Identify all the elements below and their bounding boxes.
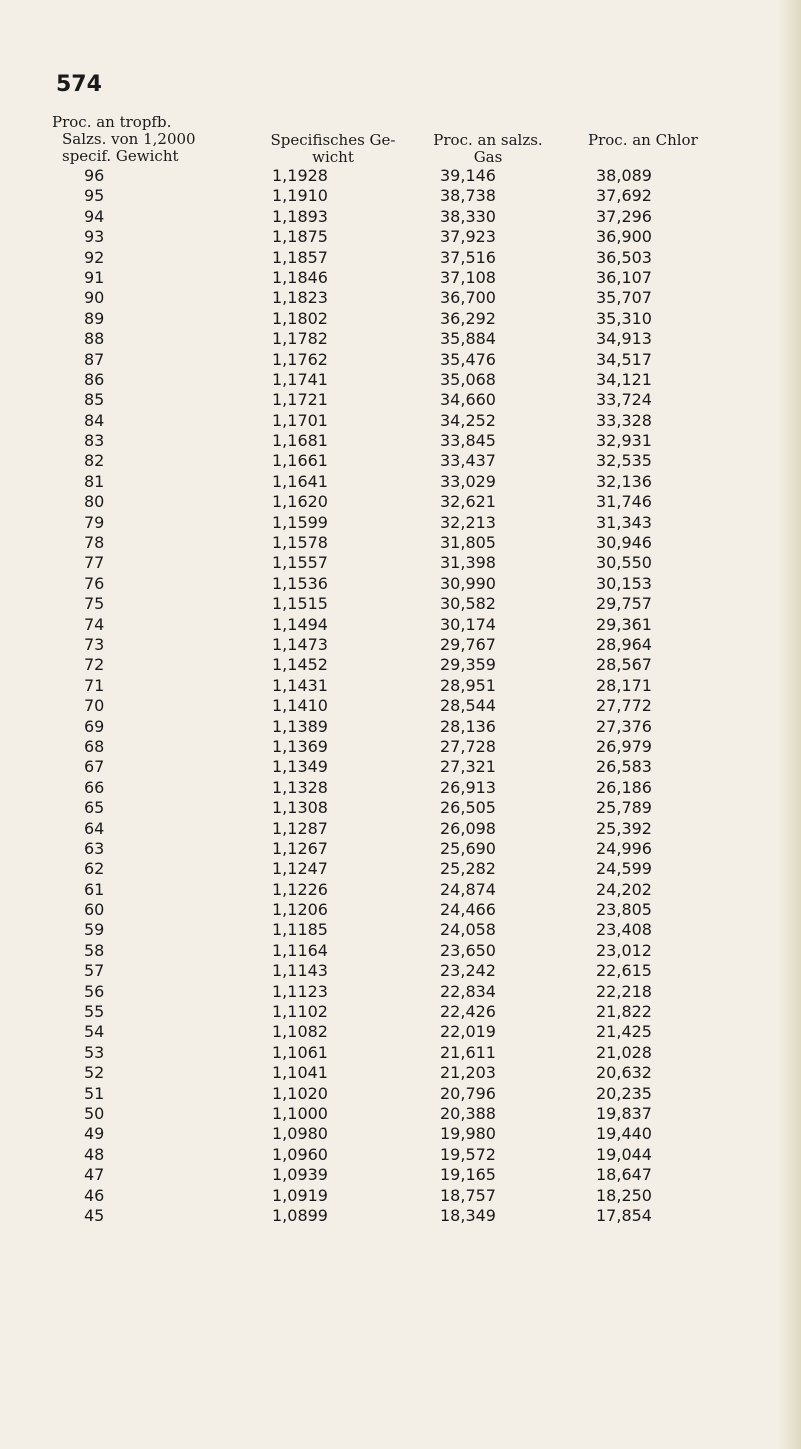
table-row [0, 370, 801, 390]
cell-percent-gas: 31,398 [440, 553, 496, 573]
cell-percent-chlorine: 21,425 [596, 1022, 652, 1042]
cell-percent-acid: 45 [84, 1205, 105, 1225]
cell-percent-gas: 22,019 [440, 1022, 496, 1042]
table-row [0, 1186, 801, 1206]
header-col2-line1: Specifisches Ge- [270, 131, 396, 149]
header-col2-line2: wicht [312, 148, 354, 166]
cell-percent-gas: 18,757 [440, 1185, 496, 1205]
table-row [0, 839, 801, 859]
cell-percent-acid: 71 [84, 675, 105, 695]
table-row [0, 411, 801, 431]
cell-percent-chlorine: 36,503 [596, 247, 652, 267]
cell-percent-gas: 37,923 [440, 227, 496, 247]
cell-specific-weight: 1,1782 [272, 329, 328, 349]
cell-percent-gas: 21,611 [440, 1042, 496, 1062]
cell-percent-chlorine: 29,757 [596, 594, 652, 614]
table-row [0, 451, 801, 471]
cell-percent-chlorine: 24,599 [596, 859, 652, 879]
cell-percent-gas: 25,282 [440, 859, 496, 879]
cell-specific-weight: 1,1599 [272, 512, 328, 532]
cell-specific-weight: 1,1721 [272, 390, 328, 410]
cell-percent-gas: 19,572 [440, 1144, 496, 1164]
cell-percent-chlorine: 32,136 [596, 471, 652, 491]
cell-percent-chlorine: 22,615 [596, 961, 652, 981]
cell-percent-chlorine: 17,854 [596, 1205, 652, 1225]
cell-percent-gas: 25,690 [440, 838, 496, 858]
cell-percent-acid: 47 [84, 1165, 105, 1185]
cell-specific-weight: 1,1823 [272, 288, 328, 308]
cell-percent-acid: 61 [84, 879, 105, 899]
cell-percent-gas: 26,098 [440, 818, 496, 838]
cell-percent-gas: 29,359 [440, 655, 496, 675]
table-row [0, 574, 801, 594]
cell-percent-chlorine: 37,692 [596, 186, 652, 206]
cell-percent-gas: 28,951 [440, 675, 496, 695]
cell-percent-gas: 32,621 [440, 492, 496, 512]
cell-percent-chlorine: 24,202 [596, 879, 652, 899]
cell-percent-acid: 90 [84, 288, 105, 308]
cell-percent-chlorine: 21,822 [596, 1002, 652, 1022]
cell-percent-acid: 88 [84, 329, 105, 349]
table-row [0, 1206, 801, 1226]
cell-specific-weight: 1,1143 [272, 961, 328, 981]
table-row [0, 1043, 801, 1063]
cell-percent-gas: 19,980 [440, 1124, 496, 1144]
header-col3-line1: Proc. an salzs. [433, 131, 543, 149]
table-row [0, 798, 801, 818]
header-col-specific-weight [258, 132, 408, 166]
cell-percent-chlorine: 19,440 [596, 1124, 652, 1144]
table-row [0, 900, 801, 920]
page-number: 574 [56, 72, 102, 97]
header-col-percent-acid [52, 114, 196, 165]
cell-percent-chlorine: 28,171 [596, 675, 652, 695]
cell-specific-weight: 1,1857 [272, 247, 328, 267]
cell-percent-chlorine: 18,250 [596, 1185, 652, 1205]
cell-percent-acid: 54 [84, 1022, 105, 1042]
cell-percent-acid: 51 [84, 1083, 105, 1103]
cell-specific-weight: 1,0939 [272, 1165, 328, 1185]
cell-specific-weight: 1,1641 [272, 471, 328, 491]
cell-percent-gas: 26,505 [440, 798, 496, 818]
cell-percent-acid: 57 [84, 961, 105, 981]
cell-percent-chlorine: 38,089 [596, 166, 652, 185]
cell-specific-weight: 1,1389 [272, 716, 328, 736]
cell-specific-weight: 1,1041 [272, 1063, 328, 1083]
header-col4-line1: Proc. an Chlor [588, 131, 698, 149]
table-row [0, 859, 801, 879]
table-row [0, 920, 801, 940]
cell-percent-acid: 72 [84, 655, 105, 675]
table-row [0, 288, 801, 308]
table-row [0, 1104, 801, 1124]
cell-specific-weight: 1,1893 [272, 206, 328, 226]
cell-specific-weight: 1,1123 [272, 981, 328, 1001]
cell-specific-weight: 1,1494 [272, 614, 328, 634]
table-row [0, 635, 801, 655]
table-row [0, 492, 801, 512]
cell-percent-gas: 38,330 [440, 206, 496, 226]
cell-percent-chlorine: 32,931 [596, 431, 652, 451]
cell-percent-acid: 89 [84, 308, 105, 328]
cell-percent-chlorine: 23,012 [596, 940, 652, 960]
cell-percent-gas: 30,174 [440, 614, 496, 634]
cell-percent-gas: 26,913 [440, 777, 496, 797]
cell-specific-weight: 1,1164 [272, 940, 328, 960]
cell-percent-acid: 80 [84, 492, 105, 512]
cell-specific-weight: 1,1515 [272, 594, 328, 614]
table-row [0, 390, 801, 410]
cell-percent-acid: 91 [84, 267, 105, 287]
cell-percent-chlorine: 29,361 [596, 614, 652, 634]
cell-percent-acid: 66 [84, 777, 105, 797]
cell-percent-acid: 70 [84, 696, 105, 716]
table-row [0, 717, 801, 737]
cell-percent-acid: 84 [84, 410, 105, 430]
cell-percent-acid: 79 [84, 512, 105, 532]
cell-specific-weight: 1,1473 [272, 634, 328, 654]
cell-percent-acid: 77 [84, 553, 105, 573]
cell-specific-weight: 1,1308 [272, 798, 328, 818]
cell-percent-chlorine: 23,805 [596, 900, 652, 920]
cell-percent-chlorine: 32,535 [596, 451, 652, 471]
cell-percent-gas: 31,805 [440, 533, 496, 553]
cell-specific-weight: 1,1875 [272, 227, 328, 247]
cell-percent-acid: 81 [84, 471, 105, 491]
cell-percent-chlorine: 24,996 [596, 838, 652, 858]
table-row [0, 696, 801, 716]
cell-specific-weight: 1,1267 [272, 838, 328, 858]
cell-percent-chlorine: 27,376 [596, 716, 652, 736]
cell-specific-weight: 1,1910 [272, 186, 328, 206]
cell-specific-weight: 1,1431 [272, 675, 328, 695]
cell-percent-gas: 30,990 [440, 573, 496, 593]
cell-percent-acid: 95 [84, 186, 105, 206]
cell-percent-acid: 63 [84, 838, 105, 858]
cell-percent-acid: 96 [84, 166, 105, 185]
cell-percent-gas: 19,165 [440, 1165, 496, 1185]
cell-percent-chlorine: 23,408 [596, 920, 652, 940]
cell-specific-weight: 1,1846 [272, 267, 328, 287]
cell-specific-weight: 1,1000 [272, 1103, 328, 1123]
cell-percent-chlorine: 22,218 [596, 981, 652, 1001]
cell-percent-acid: 55 [84, 1002, 105, 1022]
cell-specific-weight: 1,1020 [272, 1083, 328, 1103]
cell-percent-gas: 33,845 [440, 431, 496, 451]
table-row [0, 268, 801, 288]
header-col1-line2: Salzs. von 1,2000 [62, 130, 196, 148]
cell-percent-acid: 75 [84, 594, 105, 614]
table-row [0, 757, 801, 777]
table-row [0, 1063, 801, 1083]
cell-percent-gas: 35,884 [440, 329, 496, 349]
cell-percent-gas: 23,242 [440, 961, 496, 981]
table-row [0, 1022, 801, 1042]
cell-specific-weight: 1,1802 [272, 308, 328, 328]
cell-percent-gas: 28,136 [440, 716, 496, 736]
cell-specific-weight: 1,1247 [272, 859, 328, 879]
cell-specific-weight: 1,1082 [272, 1022, 328, 1042]
table-row [0, 1084, 801, 1104]
cell-percent-gas: 35,476 [440, 349, 496, 369]
cell-percent-acid: 60 [84, 900, 105, 920]
table-row [0, 594, 801, 614]
cell-specific-weight: 1,1369 [272, 736, 328, 756]
cell-percent-chlorine: 26,979 [596, 736, 652, 756]
cell-percent-chlorine: 36,107 [596, 267, 652, 287]
cell-percent-gas: 39,146 [440, 166, 496, 185]
cell-specific-weight: 1,1928 [272, 166, 328, 185]
cell-percent-chlorine: 31,746 [596, 492, 652, 512]
cell-percent-chlorine: 30,153 [596, 573, 652, 593]
cell-percent-acid: 78 [84, 533, 105, 553]
cell-percent-acid: 52 [84, 1063, 105, 1083]
cell-percent-acid: 53 [84, 1042, 105, 1062]
cell-percent-chlorine: 37,296 [596, 206, 652, 226]
cell-percent-gas: 20,388 [440, 1103, 496, 1123]
cell-percent-gas: 33,437 [440, 451, 496, 471]
table-row [0, 431, 801, 451]
cell-percent-chlorine: 19,044 [596, 1144, 652, 1164]
cell-percent-chlorine: 20,235 [596, 1083, 652, 1103]
cell-specific-weight: 1,1226 [272, 879, 328, 899]
cell-percent-acid: 59 [84, 920, 105, 940]
cell-percent-chlorine: 20,632 [596, 1063, 652, 1083]
cell-percent-acid: 94 [84, 206, 105, 226]
table-row [0, 248, 801, 268]
cell-percent-acid: 56 [84, 981, 105, 1001]
page-edge-stain [777, 0, 801, 1449]
table-row [0, 329, 801, 349]
cell-percent-gas: 24,874 [440, 879, 496, 899]
cell-percent-chlorine: 34,121 [596, 369, 652, 389]
data-table [0, 166, 801, 1226]
cell-percent-acid: 49 [84, 1124, 105, 1144]
table-row [0, 533, 801, 553]
cell-percent-acid: 65 [84, 798, 105, 818]
cell-specific-weight: 1,1287 [272, 818, 328, 838]
table-row [0, 472, 801, 492]
cell-percent-acid: 76 [84, 573, 105, 593]
cell-percent-chlorine: 30,946 [596, 533, 652, 553]
cell-percent-gas: 36,292 [440, 308, 496, 328]
table-row [0, 737, 801, 757]
table-row [0, 1124, 801, 1144]
cell-percent-acid: 67 [84, 757, 105, 777]
cell-percent-acid: 48 [84, 1144, 105, 1164]
cell-percent-acid: 68 [84, 736, 105, 756]
cell-specific-weight: 1,1206 [272, 900, 328, 920]
table-row [0, 819, 801, 839]
cell-specific-weight: 1,1557 [272, 553, 328, 573]
cell-percent-acid: 82 [84, 451, 105, 471]
cell-specific-weight: 1,1102 [272, 1002, 328, 1022]
cell-percent-chlorine: 25,789 [596, 798, 652, 818]
cell-percent-chlorine: 36,900 [596, 227, 652, 247]
table-row [0, 227, 801, 247]
cell-percent-gas: 21,203 [440, 1063, 496, 1083]
header-col-percent-gas [428, 132, 548, 166]
cell-specific-weight: 1,0960 [272, 1144, 328, 1164]
table-row [0, 880, 801, 900]
table-row [0, 982, 801, 1002]
cell-percent-acid: 85 [84, 390, 105, 410]
cell-percent-chlorine: 26,186 [596, 777, 652, 797]
cell-percent-gas: 38,738 [440, 186, 496, 206]
cell-specific-weight: 1,1410 [272, 696, 328, 716]
table-row [0, 778, 801, 798]
cell-percent-acid: 86 [84, 369, 105, 389]
cell-specific-weight: 1,1681 [272, 431, 328, 451]
cell-percent-chlorine: 27,772 [596, 696, 652, 716]
table-row [0, 350, 801, 370]
cell-percent-gas: 27,321 [440, 757, 496, 777]
cell-percent-gas: 22,426 [440, 1002, 496, 1022]
table-row [0, 655, 801, 675]
cell-percent-chlorine: 35,310 [596, 308, 652, 328]
cell-percent-chlorine: 26,583 [596, 757, 652, 777]
cell-percent-gas: 27,728 [440, 736, 496, 756]
cell-percent-gas: 32,213 [440, 512, 496, 532]
cell-percent-chlorine: 21,028 [596, 1042, 652, 1062]
cell-percent-chlorine: 34,517 [596, 349, 652, 369]
cell-percent-acid: 62 [84, 859, 105, 879]
cell-percent-acid: 74 [84, 614, 105, 634]
cell-percent-acid: 92 [84, 247, 105, 267]
cell-percent-acid: 87 [84, 349, 105, 369]
cell-percent-acid: 69 [84, 716, 105, 736]
cell-percent-acid: 50 [84, 1103, 105, 1123]
cell-percent-gas: 34,252 [440, 410, 496, 430]
cell-percent-chlorine: 34,913 [596, 329, 652, 349]
cell-specific-weight: 1,1328 [272, 777, 328, 797]
cell-specific-weight: 1,1620 [272, 492, 328, 512]
cell-percent-gas: 24,466 [440, 900, 496, 920]
cell-specific-weight: 1,1349 [272, 757, 328, 777]
cell-specific-weight: 1,0919 [272, 1185, 328, 1205]
cell-percent-acid: 64 [84, 818, 105, 838]
cell-percent-gas: 34,660 [440, 390, 496, 410]
cell-percent-acid: 93 [84, 227, 105, 247]
cell-percent-gas: 24,058 [440, 920, 496, 940]
cell-percent-gas: 18,349 [440, 1205, 496, 1225]
cell-specific-weight: 1,0899 [272, 1205, 328, 1225]
table-row [0, 1002, 801, 1022]
table-row [0, 207, 801, 227]
cell-specific-weight: 1,1452 [272, 655, 328, 675]
cell-specific-weight: 1,1185 [272, 920, 328, 940]
cell-specific-weight: 1,1741 [272, 369, 328, 389]
cell-specific-weight: 1,1578 [272, 533, 328, 553]
header-col1-line3: specif. Gewicht [62, 147, 179, 165]
cell-percent-chlorine: 25,392 [596, 818, 652, 838]
cell-specific-weight: 1,1661 [272, 451, 328, 471]
cell-percent-gas: 37,516 [440, 247, 496, 267]
cell-percent-chlorine: 30,550 [596, 553, 652, 573]
header-col1-line1: Proc. an tropfb. [52, 113, 172, 131]
table-row [0, 513, 801, 533]
header-col3-line2: Gas [473, 148, 503, 166]
cell-percent-chlorine: 19,837 [596, 1103, 652, 1123]
cell-specific-weight: 1,0980 [272, 1124, 328, 1144]
cell-specific-weight: 1,1701 [272, 410, 328, 430]
table-row [0, 166, 801, 186]
table-row [0, 615, 801, 635]
header-col-percent-chlorine [588, 132, 801, 149]
cell-percent-acid: 46 [84, 1185, 105, 1205]
cell-percent-gas: 29,767 [440, 634, 496, 654]
table-row [0, 553, 801, 573]
cell-specific-weight: 1,1061 [272, 1042, 328, 1062]
cell-percent-acid: 73 [84, 634, 105, 654]
cell-percent-gas: 33,029 [440, 471, 496, 491]
cell-percent-gas: 20,796 [440, 1083, 496, 1103]
cell-percent-chlorine: 18,647 [596, 1165, 652, 1185]
cell-percent-gas: 28,544 [440, 696, 496, 716]
table-row [0, 309, 801, 329]
cell-percent-acid: 58 [84, 940, 105, 960]
table-row [0, 1145, 801, 1165]
cell-percent-gas: 23,650 [440, 940, 496, 960]
table-row [0, 961, 801, 981]
cell-percent-chlorine: 28,964 [596, 634, 652, 654]
cell-percent-chlorine: 33,328 [596, 410, 652, 430]
cell-percent-gas: 22,834 [440, 981, 496, 1001]
cell-specific-weight: 1,1536 [272, 573, 328, 593]
cell-percent-chlorine: 35,707 [596, 288, 652, 308]
cell-percent-gas: 36,700 [440, 288, 496, 308]
table-row [0, 676, 801, 696]
table-row [0, 941, 801, 961]
cell-percent-chlorine: 28,567 [596, 655, 652, 675]
cell-percent-gas: 30,582 [440, 594, 496, 614]
table-row [0, 1165, 801, 1185]
cell-percent-chlorine: 31,343 [596, 512, 652, 532]
cell-percent-gas: 35,068 [440, 369, 496, 389]
cell-percent-acid: 83 [84, 431, 105, 451]
cell-percent-gas: 37,108 [440, 267, 496, 287]
table-row [0, 186, 801, 206]
cell-specific-weight: 1,1762 [272, 349, 328, 369]
cell-percent-chlorine: 33,724 [596, 390, 652, 410]
